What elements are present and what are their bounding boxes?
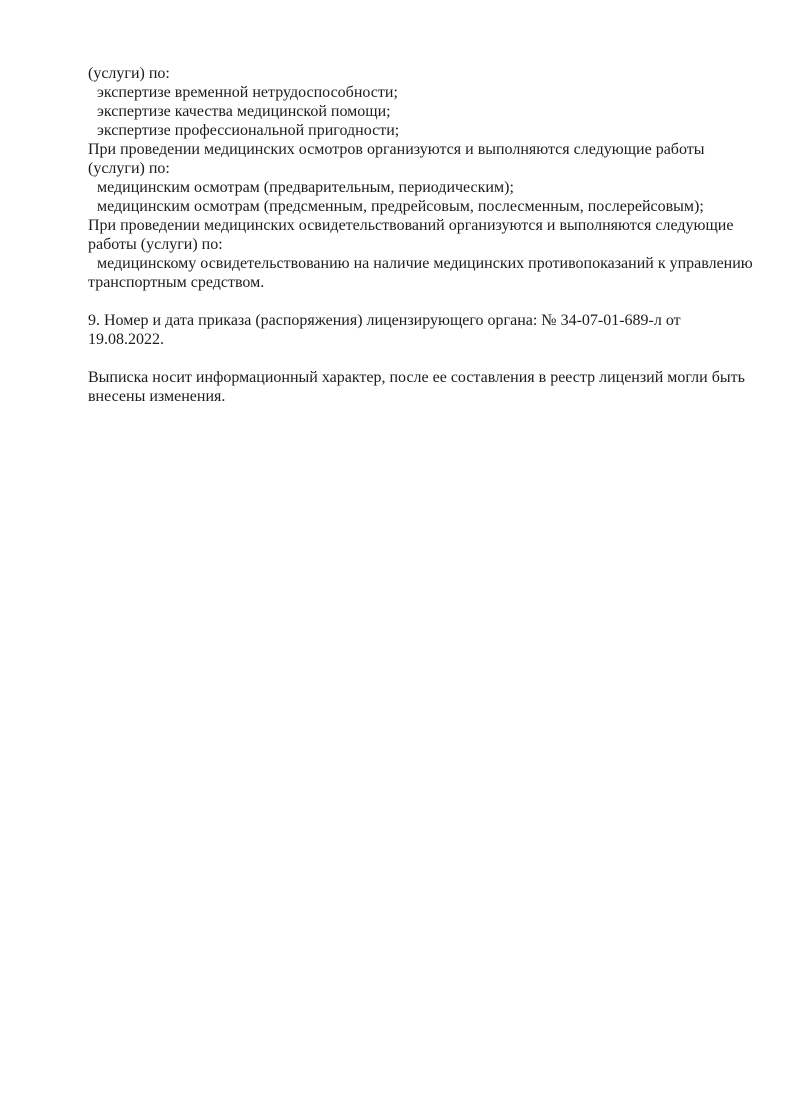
order-date-line: 19.08.2022. [88, 331, 164, 348]
text-line: При проведении медицинских осмотров организуются и выполняются следующие работы [88, 141, 705, 158]
text-line: транспортным средством. [88, 274, 265, 291]
text-line: экспертизе временной нетрудоспособности; [97, 84, 398, 101]
text-line: медицинским осмотрам (предсменным, предрейсовым, послесменным, послерейсовым); [97, 198, 704, 215]
text-line: экспертизе профессиональной пригодности; [97, 122, 400, 139]
text-line: медицинским осмотрам (предварительным, периодическим); [97, 179, 514, 196]
order-info-paragraph [88, 311, 753, 349]
text-line: (услуги) по: [88, 160, 170, 177]
text-line: работы (услуги) по: [88, 236, 223, 253]
order-number-line: 9. Номер и дата приказа (распоряжения) лицензирующего органа: № 34-07-01-689-л от [88, 312, 681, 329]
license-works-section [88, 64, 753, 292]
text-line: При проведении медицинских освидетельствований организуются и выполняются следующие [88, 217, 734, 234]
disclaimer-line: внесены изменения. [88, 388, 226, 405]
disclaimer-line: Выписка носит информационный характер, после ее составления в реестр лицензий могли быть [88, 369, 745, 386]
document-text [88, 64, 753, 406]
text-line: (услуги) по: [88, 65, 170, 82]
text-line: экспертизе качества медицинской помощи; [97, 103, 391, 120]
disclaimer-paragraph [88, 368, 753, 406]
text-line: медицинскому освидетельствованию на наличие медицинских противопоказаний к управлению [97, 255, 753, 272]
